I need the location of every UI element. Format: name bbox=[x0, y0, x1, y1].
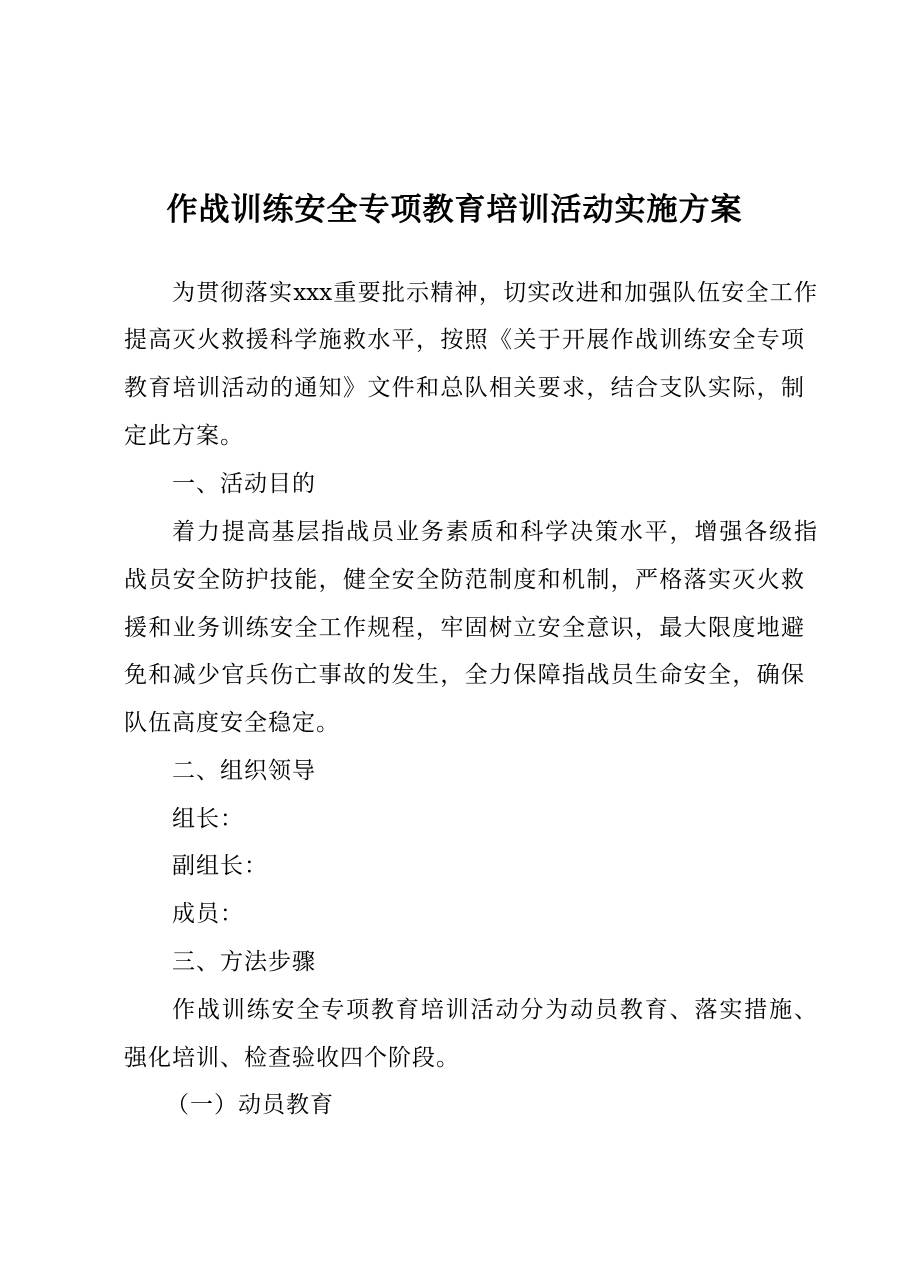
paragraph-intro-line: 提高灭火救援科学施救水平，按照《关于开展作战训练安全专项 bbox=[124, 327, 804, 353]
paragraph-intro-line: 教育培训活动的通知》文件和总队相关要求，结合支队实际，制 bbox=[124, 375, 804, 401]
paragraph-steps-line: 强化培训、检查验收四个阶段。 bbox=[124, 1045, 460, 1071]
section-heading-purpose: 一、活动目的 bbox=[172, 471, 316, 497]
paragraph-purpose-line: 队伍高度安全稳定。 bbox=[124, 710, 340, 736]
subsection-heading-mobilization: （一）动员教育 bbox=[166, 1092, 334, 1118]
paragraph-intro-line: 为贯彻落实xxx重要批示精神，切实改进和加强队伍安全工作 bbox=[172, 280, 817, 306]
paragraph-purpose-line: 免和减少官兵伤亡事故的发生，全力保障指战员生命安全，确保 bbox=[124, 662, 804, 688]
paragraph-intro-line: 定此方案。 bbox=[124, 423, 244, 449]
paragraph-purpose-line: 着力提高基层指战员业务素质和科学决策水平，增强各级指 bbox=[172, 519, 817, 545]
members-entry: 成员： bbox=[172, 901, 244, 927]
paragraph-steps-line: 作战训练安全专项教育培训活动分为动员教育、落实措施、 bbox=[172, 997, 817, 1023]
section-heading-leadership: 二、组织领导 bbox=[172, 758, 316, 784]
paragraph-purpose-line: 援和业务训练安全工作规程，牢固树立安全意识，最大限度地避 bbox=[124, 615, 804, 641]
document-title: 作战训练安全专项教育培训活动实施方案 bbox=[166, 192, 743, 228]
paragraph-purpose-line: 战员安全防护技能，健全安全防范制度和机制，严格落实灭火救 bbox=[124, 567, 804, 593]
leader-entry: 组长： bbox=[172, 806, 244, 832]
deputy-leader-entry: 副组长： bbox=[172, 853, 268, 879]
section-heading-steps: 三、方法步骤 bbox=[172, 949, 316, 975]
